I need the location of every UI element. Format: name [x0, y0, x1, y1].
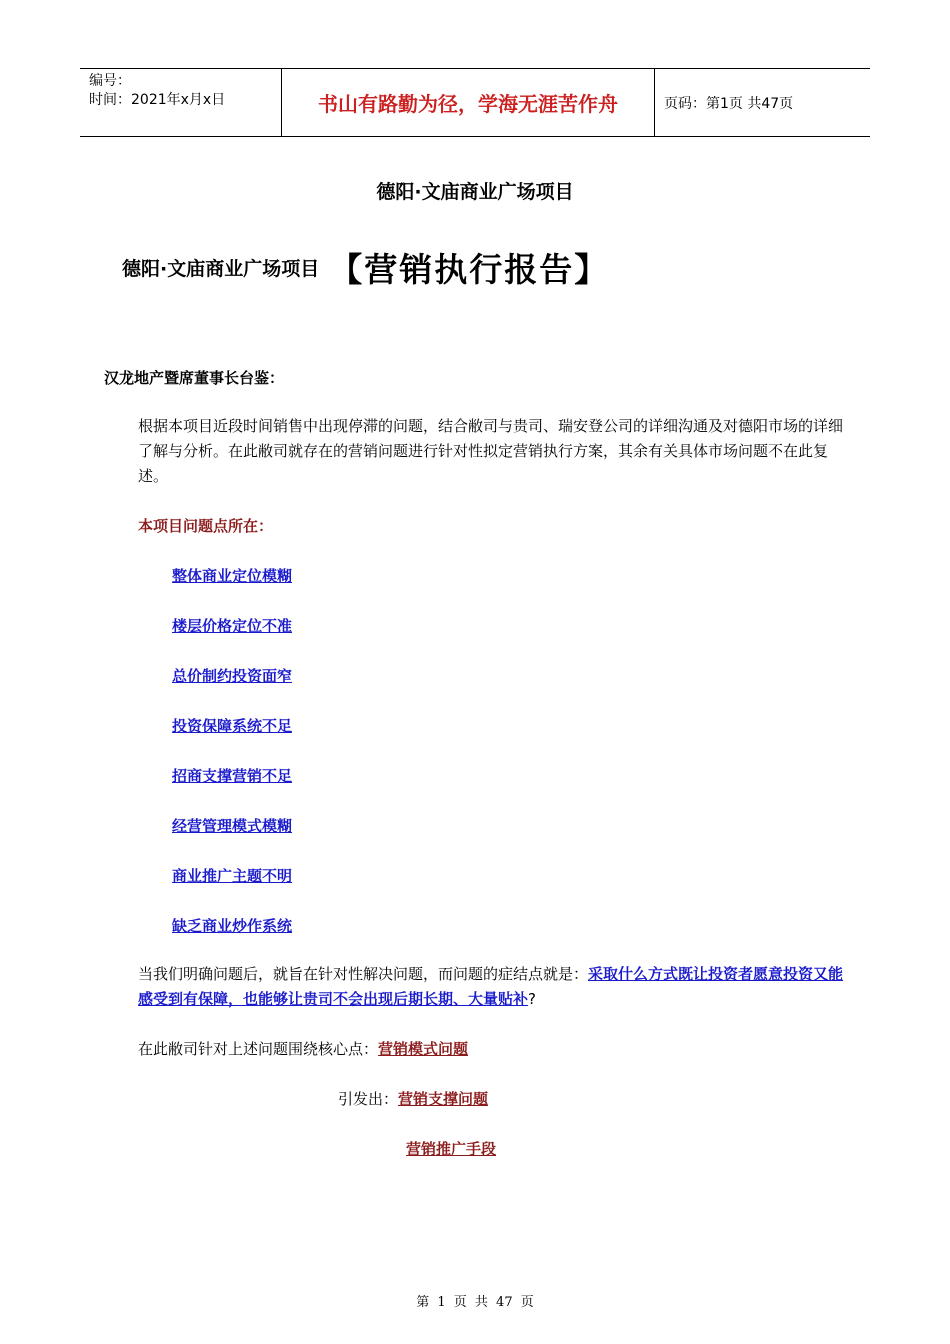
derive-label: 引发出： [338, 1090, 399, 1108]
issue-link[interactable]: 招商支撑营销不足 [172, 767, 293, 785]
document-header [80, 68, 870, 137]
core-point-label: 在此敝司针对上述问题围绕核心点： [138, 1040, 379, 1058]
conclusion-suffix: ? [528, 990, 536, 1008]
issue-link[interactable]: 总价制约投资面窄 [172, 667, 293, 685]
intro-paragraph: 根据本项目近段时间销售中出现停滞的问题，结合敝司与贵司、瑞安登公司的详细沟通及对德阳市场的详细了解与分析。在此敝司就存在的营销问题进行针对性拟定营销执行方案，其余有关具体市场问题不在此复述。 [138, 417, 844, 485]
issue-link[interactable]: 商业推广主题不明 [172, 867, 293, 885]
header-meta [89, 72, 225, 110]
subtitle-project-name: 德阳·文庙商业广场项目 [122, 258, 320, 280]
core-point-link[interactable]: 营销模式问题 [378, 1040, 469, 1058]
header-page-info: 页码：第1页 共47页 [664, 96, 794, 112]
derive-link-support[interactable]: 营销支撑问题 [398, 1090, 489, 1108]
conclusion-prefix: 当我们明确问题后，就旨在针对性解决问题，而问题的症结点就是： [138, 965, 589, 983]
subtitle-report-name: 【营销执行报告】 [329, 250, 610, 289]
core-point-line [138, 1038, 468, 1059]
time-label: 时间：2021年x月x日 [89, 92, 226, 108]
salutation: 汉龙地产暨席董事长台鉴： [104, 369, 285, 387]
issue-link[interactable]: 经营管理模式模糊 [172, 817, 293, 835]
document-subtitle [122, 244, 609, 291]
derive-line [406, 1138, 496, 1159]
number-label: 编号： [89, 73, 131, 89]
issue-link[interactable]: 楼层价格定位不准 [172, 617, 293, 635]
header-divider [654, 69, 655, 136]
derive-line [338, 1088, 488, 1109]
issue-link[interactable]: 整体商业定位模糊 [172, 567, 293, 585]
document-title: 德阳·文庙商业广场项目 [376, 181, 574, 203]
conclusion-paragraph [138, 962, 850, 1012]
issue-link[interactable]: 投资保障系统不足 [172, 717, 293, 735]
conclusion-highlight-link[interactable]: 采取什么方式既让投资者愿意投资又能感受到有保障，也能够让贵司不会出现后期长期、大量贴补 [138, 965, 844, 1008]
issues-heading: 本项目问题点所在： [138, 517, 274, 535]
derive-link-promotion[interactable]: 营销推广手段 [406, 1140, 497, 1158]
header-motto: 书山有路勤为径，学海无涯苦作舟 [318, 92, 618, 116]
issue-link[interactable]: 缺乏商业炒作系统 [172, 917, 293, 935]
page-footer: 第 1 页 共 47 页 [416, 1295, 534, 1310]
